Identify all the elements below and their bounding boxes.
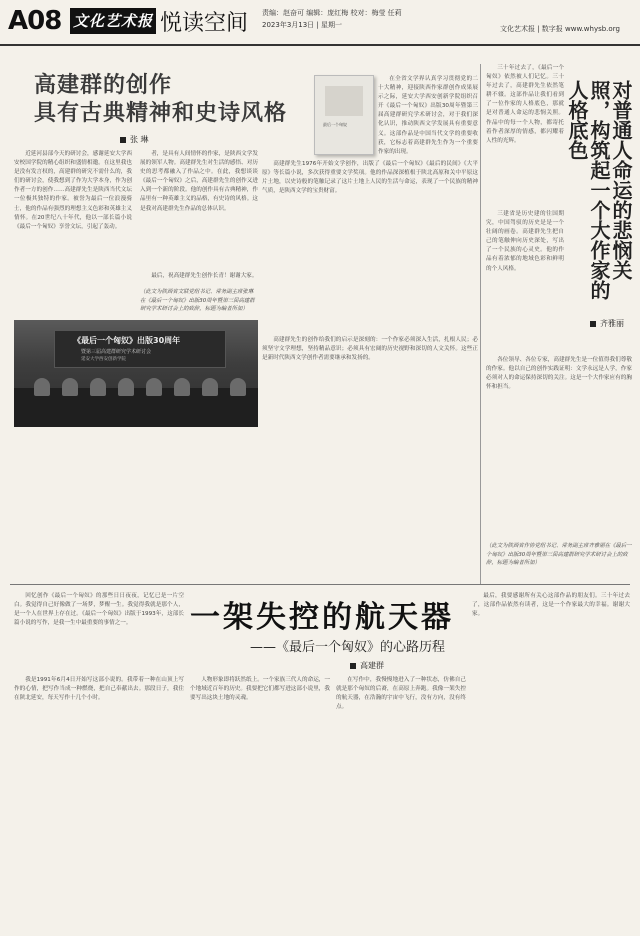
author-marker-icon (350, 663, 356, 669)
article2-title: 一架失控的航天器 (190, 600, 454, 635)
banner-line-3: 延安大学西安创新学院 (81, 357, 126, 362)
date-line: 2023年3月13日 | 星期一 (262, 21, 342, 29)
right-article-title-a (565, 80, 633, 310)
column-divider (480, 64, 481, 584)
article2-column-4 (336, 676, 466, 931)
horizontal-divider (10, 584, 630, 585)
right-article-title-text: 对普通人命运的悲悯关照，构筑起一个大作家的人格底色 (565, 80, 633, 300)
article2-column-1 (14, 592, 184, 672)
right-col3-text: 各位领导、各位专家，高建群先生是一位值得我们尊敬的作家。他以自己的创作实践证明：文学永远是人学，作家必须对人的命运保持深切的关注。这是一个大作家应有的胸怀和担当。 (486, 357, 632, 391)
person-silhouette (90, 378, 106, 396)
book-cover-title: 最后一个匈奴 (323, 122, 347, 127)
article1-col1-text: 近延河县部今天的研讨会，感谢延安大学西安校国学院的精心组织和盛情相邀。在这里我也是没有发言权的，高建群的研究不需什么的，我们的研讨会，使我想到了作为大学本身，作为创作者一方的创作……高建群先生是陕西当代文坛一位极其独特的作家。被誉为最后一位浪漫骑士，他的作品有强烈的理想主义色彩和英雄主义情怀。在20世纪八十年代，他以一部长篇小说《最后一个匈奴》享誉文坛，引起了轰动。 (14, 151, 132, 230)
right-column-2 (486, 210, 564, 350)
author-marker-icon (120, 137, 126, 143)
article2-author (350, 660, 384, 671)
page-number: A08 (8, 6, 62, 36)
right-article-note: （此文为陕西省作协党组书记、常务副主席齐雅丽在《最后一个匈奴》出版30周年暨第三届高建群研究学术研讨会上的致辞，标题为编者所加） (486, 543, 632, 567)
article2-column-2 (14, 676, 184, 931)
article1-title-line1: 高建群的创作 (34, 73, 173, 98)
article1-author (120, 134, 149, 145)
section-title: 悦读空间 (160, 11, 249, 36)
article2-author-name: 高建群 (360, 661, 384, 670)
banner-line-1: 《最后一个匈奴》出版30周年 (73, 336, 181, 345)
mid-col2-text: 高建群先生1976年开始文学创作，出版了《最后一个匈奴》《最后的民间》《大平原》等长篇小说，多次获得重要文学奖项。他的作品深深植根于陕北高原和关中平原这片土地，以史诗般的笔触记录了这片土地上人民的生活与命运，表现了一个民族的精神气质，是陕西文学的宝贵财富。 (262, 161, 478, 195)
mid-col1-text: 在全省文学界认真学习贯彻党的二十大精神，迎接陕西作家群创作成果展示之际，延安大学西安创新学院组织召开《最后一个匈奴》出版30周年暨第三届高建群研究学术研讨会，对于我们深化认识，推动陕西文学发展具有重要意义。这部作品是中国当代文学的重要收获，它标志着高建群先生作为一个重要作家的出现。 (378, 76, 478, 155)
newspaper-logo: 文化艺术报 (70, 8, 156, 34)
banner-line-2: 暨第三届高建群研究学术研讨会 (81, 349, 152, 355)
site-line: 文化艺术报 | 数字报 www.whysb.org (500, 25, 620, 33)
book-cover (314, 75, 374, 155)
mid-col3-text: 高建群先生的创作给我们的启示是深刻的：一个作家必须深入生活，扎根人民；必须坚守文学理想，坚持精品意识；必须具有宏阔的历史视野和深切的人文关怀。这些正是新时代陕西文学创作者需要继承和发扬的。 (262, 337, 478, 362)
article2-col5-text: 最后，我要感谢所有关心这部作品的朋友们。三十年过去了，这部作品依然有读者，这是一个作家最大的幸福。谢谢大家。 (472, 593, 630, 618)
mid-column-3 (262, 336, 478, 581)
editors-line: 责编：赵奋可 编辑：庞红梅 校对：梅莹 任莉 (262, 9, 402, 17)
article1-title-line2: 具有古典精神和史诗风格 (34, 101, 288, 126)
person-silhouette (62, 378, 78, 396)
article1-author-name: 张 琳 (130, 135, 149, 144)
person-silhouette (202, 378, 218, 396)
article1-col3-text: 最后，祝高建群先生创作长青！谢谢大家。 (151, 273, 258, 279)
author-marker-icon (590, 321, 596, 327)
person-silhouette (146, 378, 162, 396)
article2-col1-text: 回忆创作《最后一个匈奴》的那些日日夜夜，记忆已是一片空白。我觉得自己好像做了一场梦，梦醒一生。我觉得我就是那个人，是一个人在世界上存在过。《最后一个匈奴》出版于1993年，这部长篇小说的写作，是我一生中最重要的事情之一。 (14, 593, 184, 627)
book-cover-art (325, 86, 363, 116)
article1-column-1 (14, 150, 132, 315)
right-column-1 (486, 64, 564, 204)
article2-col3-text: 人物形象即将跃然纸上。一个家族三代人的命运，一个地域近百年的历史。我要把它们都写进这部小说里，我要写出这块土地的灵魂。 (190, 677, 330, 702)
right-article-author-name: 齐雅丽 (600, 319, 624, 328)
right-column-3 (486, 356, 632, 536)
mid-column-2 (262, 160, 478, 330)
article1-column-2 (140, 150, 258, 270)
audience-row (14, 388, 258, 427)
article2-col2-text: 我是1991年6月4日开始写这部小说的。我带着一种在山顶上写作的心情，把写作当成一种燃烧，把自己奉献出去。那段日子，我住在陕北延安，每天写作十几个小时。 (14, 677, 184, 702)
article1-col2-text: 者，是具有人间情怀的作家，是陕西文学发展的领军人物。高建群先生对生活的感悟、对历史的思考都融入了作品之中。在此，我想谈谈《最后一个匈奴》之后，高建群先生的创作又进入到一个新的阶段。他的创作具有古典精神，作品里有一种英雄主义的品格，有史诗的风格。这是我对高建群先生作品的总体认识。 (140, 151, 258, 212)
article2-col4-text: 在写作中，我慢慢地进入了一种状态，仿佛自己就是那个匈奴的后裔，在高原上奔跑。我像一架失控的航天器，在浩瀚的宇宙中飞行，没有方向，没有终点。 (336, 677, 466, 711)
person-silhouette (230, 378, 246, 396)
article2-subtitle: ——《最后一个匈奴》的心路历程 (250, 640, 446, 655)
article1-column-3 (140, 272, 258, 284)
event-photo (14, 320, 258, 427)
event-banner (54, 330, 226, 368)
person-silhouette (118, 378, 134, 396)
article1-note: （此文为陕西省文联党组书记、常务副主席张琳在《最后一个匈奴》出版30周年暨第三届高建群研究学术研讨会上的致辞，标题为编者所加） (140, 289, 255, 313)
right-col2-text: 三建省是历史建的往国期究，中国驾驭的历史是是一个壮阔的画卷。高建群先生把自己的笔触伸向历史深处，写出了一个民族的心灵史。他的作品有着浓郁的地域色彩和鲜明的个人风格。 (486, 211, 564, 272)
right-col1-text: 三十年过去了，《最后一个匈奴》依然被人们记忆。三十年过去了，高建群先生依然笔耕不辍。这部作品让我们看到了一位作家的人格底色，那就是对普通人命运的悲悯关照。作品中的每一个人物，都寄托着作者深厚的情感，都闪耀着人性的光辉。 (486, 65, 564, 144)
right-article-author (590, 318, 624, 329)
person-silhouette (34, 378, 50, 396)
article2-column-5 (472, 592, 630, 931)
person-silhouette (174, 378, 190, 396)
article2-column-3 (190, 676, 330, 931)
